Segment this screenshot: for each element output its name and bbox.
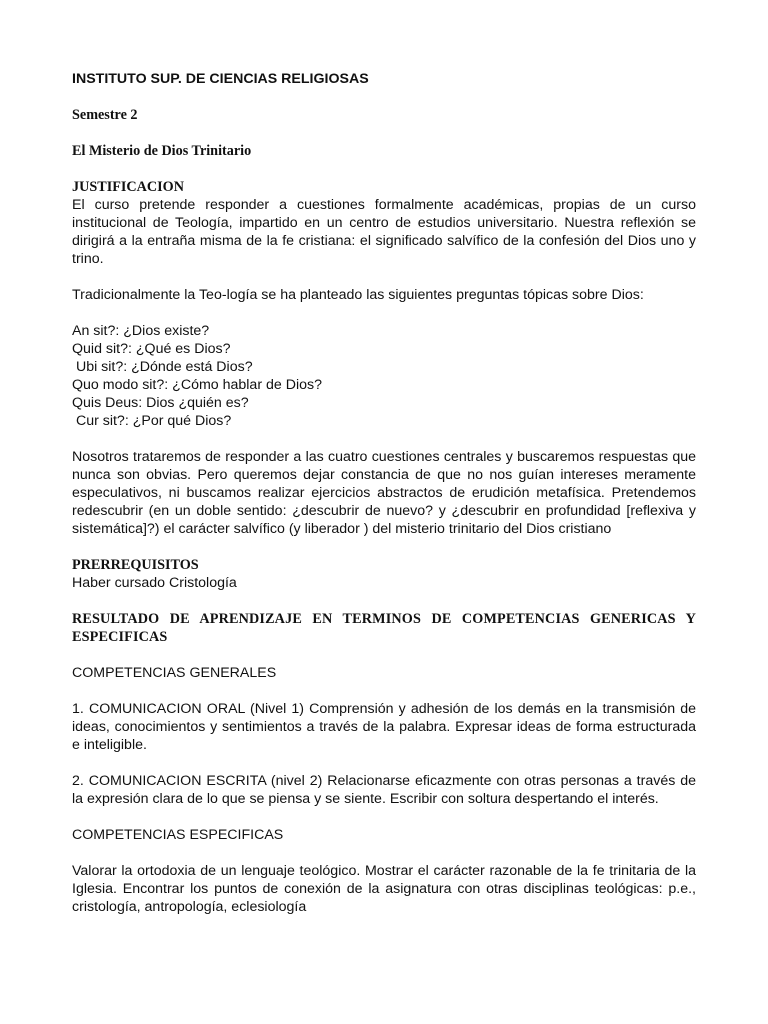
question-list <box>72 322 696 430</box>
justification-paragraph-1: El curso pretende responder a cuestiones formalmente académicas, propias de un curso institucional de Teología, impartido en un centro de estudios universitario. Nuestra reflexión se dirigirá a la entraña misma de la fe cristiana: el significado salvífico de la confesión del Dios uno y trino. <box>72 197 696 267</box>
list-item: Cur sit?: ¿Por qué Dios? <box>72 413 232 429</box>
general-competency-1: 1. COMUNICACION ORAL (Nivel 1) Comprensión y adhesión de los demás en la transmisión de ideas, conocimientos y sentimientos a través de la palabra. Expresar ideas de forma estructurada e inteligible. <box>72 701 696 753</box>
specific-competencies-text: Valorar la ortodoxia de un lenguaje teológico. Mostrar el carácter razonable de la fe trinitaria de la Iglesia. Encontrar los puntos de conexión de la asignatura con otras disciplinas teológicas: p.e., cristología, antropología, eclesiología <box>72 863 696 915</box>
list-item: Quid sit?: ¿Qué es Dios? <box>72 341 231 357</box>
list-item: Quo modo sit?: ¿Cómo hablar de Dios? <box>72 377 322 393</box>
justification-paragraph-2: Tradicionalmente la Teo-logía se ha planteado las siguientes preguntas tópicas sobre Dios: <box>72 287 644 303</box>
list-item: Quis Deus: Dios ¿quién es? <box>72 395 249 411</box>
document-page <box>72 70 696 916</box>
semester-label: Semestre 2 <box>72 107 138 123</box>
list-item: Ubi sit?: ¿Dónde está Dios? <box>72 359 253 375</box>
list-item: An sit?: ¿Dios existe? <box>72 323 210 339</box>
general-competencies-heading: COMPETENCIAS GENERALES <box>72 665 277 681</box>
learning-outcomes-heading: RESULTADO DE APRENDIZAJE EN TERMINOS DE COMPETENCIAS GENERICAS Y ESPECIFICAS <box>72 611 696 645</box>
justification-heading: JUSTIFICACION <box>72 179 184 195</box>
institute-name: INSTITUTO SUP. DE CIENCIAS RELIGIOSAS <box>72 71 369 87</box>
prerequisites-heading: PRERREQUISITOS <box>72 557 199 573</box>
course-title: El Misterio de Dios Trinitario <box>72 143 252 159</box>
prerequisites-text: Haber cursado Cristología <box>72 575 237 591</box>
general-competency-2: 2. COMUNICACION ESCRITA (nivel 2) Relacionarse eficazmente con otras personas a través de la expresión clara de lo que se piensa y se siente. Escribir con soltura despertando el interés. <box>72 773 696 807</box>
justification-paragraph-3: Nosotros trataremos de responder a las cuatro cuestiones centrales y buscaremos respuestas que nunca son obvias. Pero queremos dejar constancia de que no nos guían intereses meramente especulativos, ni buscamos realizar ejercicios abstractos de erudición metafísica. Pretendemos redescubrir (en un doble sentido: ¿descubrir de nuevo? y ¿descubrir en profundidad [reflexiva y sistemática]?) el carácter salvífico (y liberador ) del misterio trinitario del Dios cristiano <box>72 449 696 537</box>
specific-competencies-heading: COMPETENCIAS ESPECIFICAS <box>72 827 284 843</box>
